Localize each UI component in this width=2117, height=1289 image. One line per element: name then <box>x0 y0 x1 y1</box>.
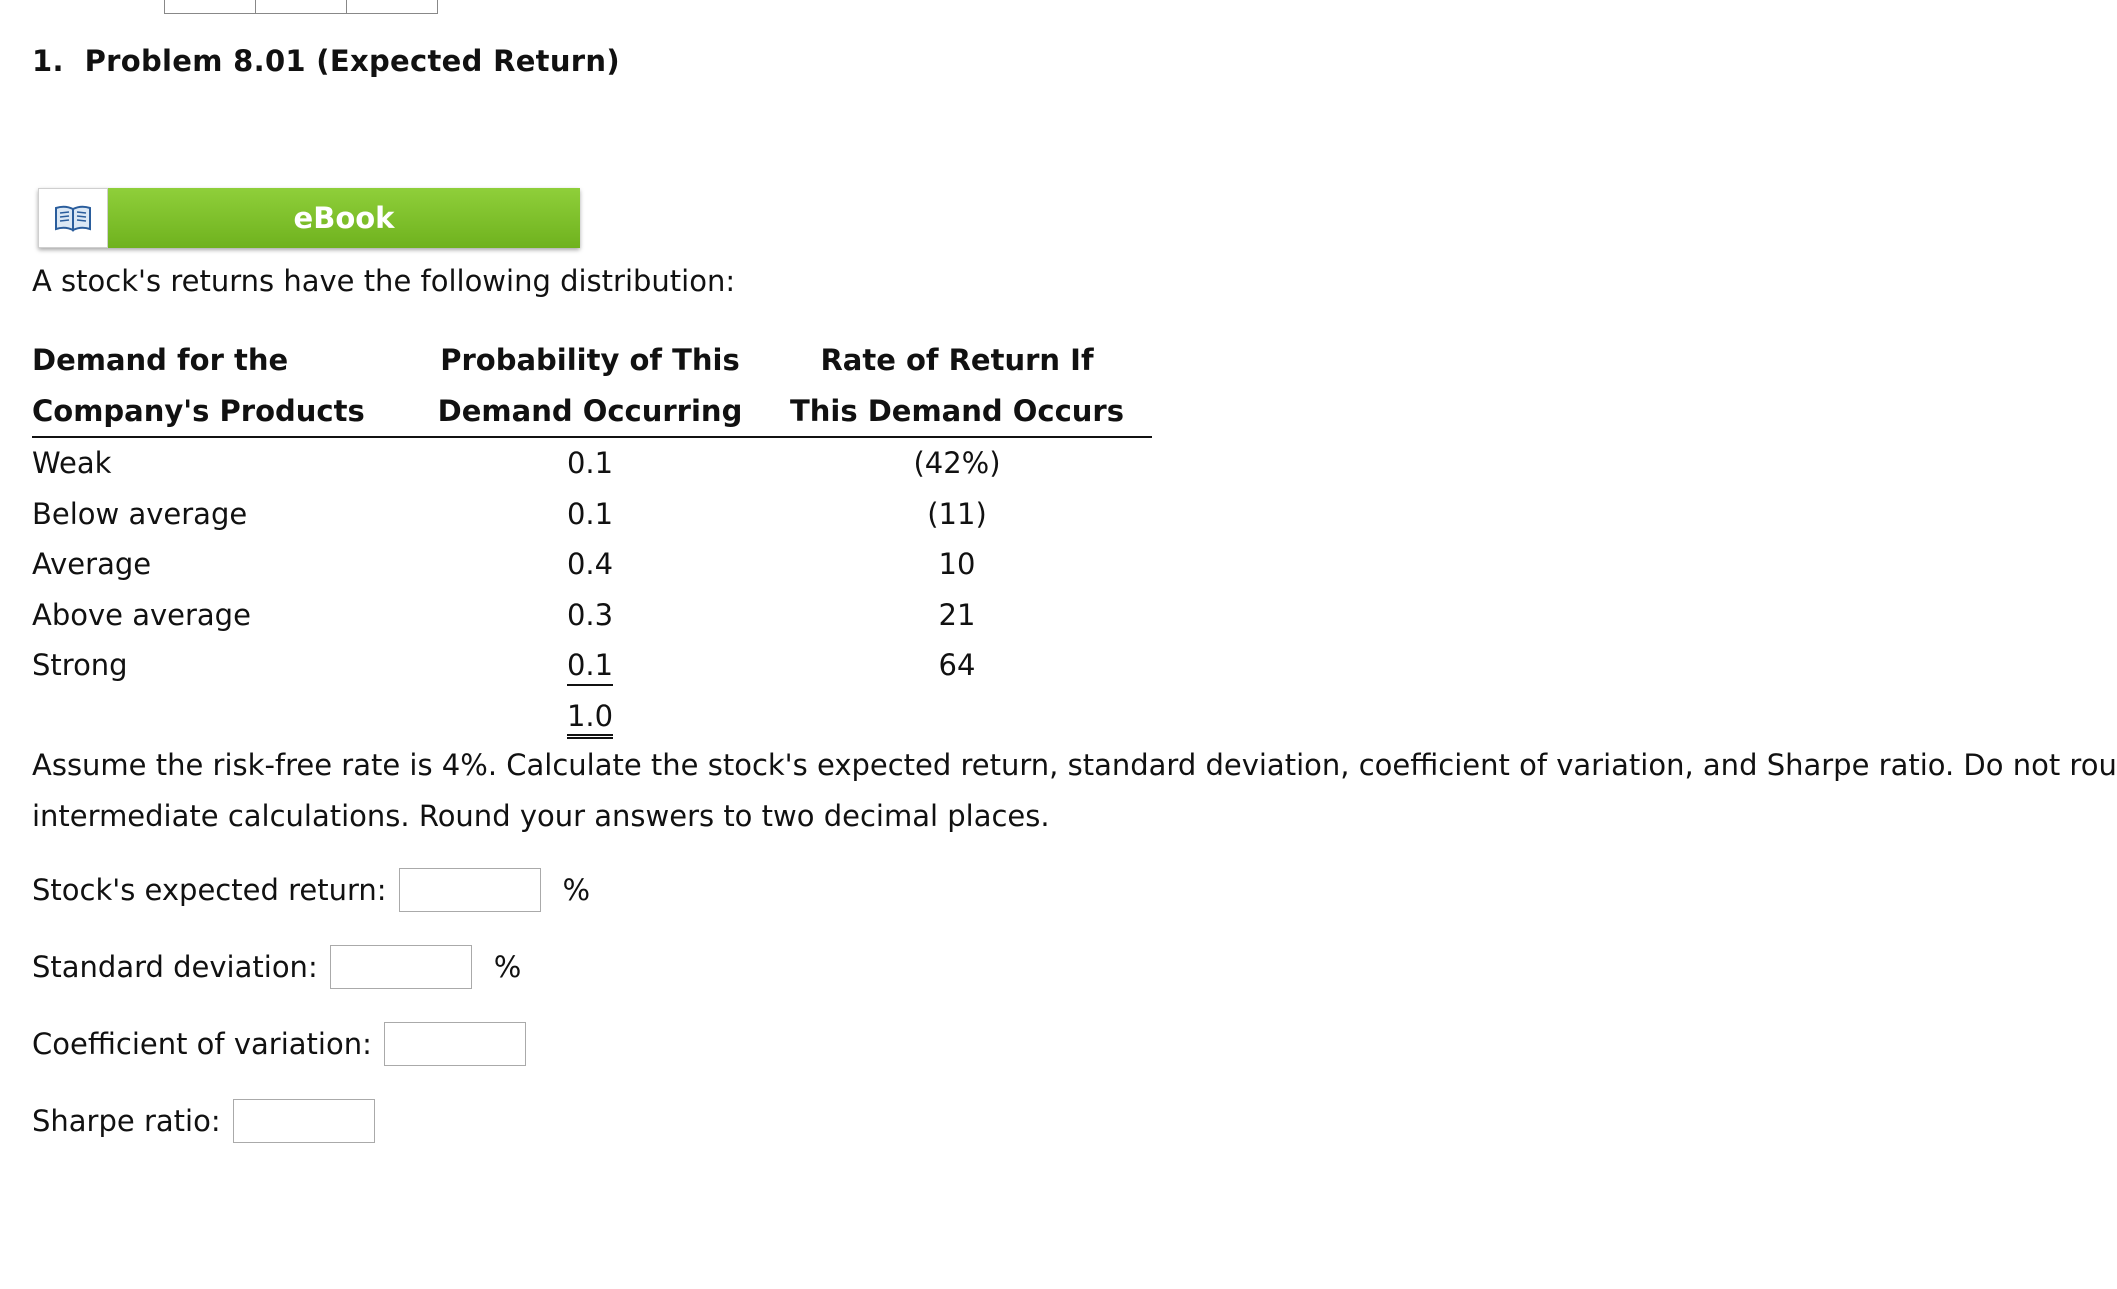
header-probability-line1: Probability of This <box>440 342 740 377</box>
probability-cell: 0.4 <box>566 547 614 582</box>
table-row <box>32 590 1152 641</box>
total-probability: 1.0 <box>567 699 613 739</box>
total-probability-cell <box>418 691 762 742</box>
header-demand-line2: Company's Products <box>32 385 418 437</box>
total-row <box>32 691 1152 742</box>
ebook-label: eBook <box>108 188 580 248</box>
header-return-line1: Rate of Return If <box>820 342 1094 377</box>
table-row <box>32 640 1152 691</box>
std-dev-unit: % <box>493 950 522 984</box>
expected-return-label: Stock's expected return: <box>32 873 387 907</box>
demand-cell: Average <box>32 547 152 582</box>
probability-underlined: 0.1 <box>567 648 613 686</box>
table-row <box>32 489 1152 540</box>
empty-cell <box>762 691 1152 742</box>
top-tab-cell[interactable] <box>255 0 347 14</box>
return-cell: 64 <box>938 648 976 683</box>
demand-cell: Weak <box>32 446 112 481</box>
probability-cell <box>418 640 762 691</box>
coef-var-label: Coefficient of variation: <box>32 1027 372 1061</box>
top-tab-cell[interactable] <box>164 0 256 14</box>
return-cell: 21 <box>938 597 976 632</box>
table-row <box>32 437 1152 489</box>
sharpe-label: Sharpe ratio: <box>32 1104 221 1138</box>
std-dev-input[interactable] <box>330 945 472 989</box>
expected-return-input[interactable] <box>399 868 541 912</box>
coef-var-row <box>32 1022 526 1066</box>
return-cell: (11) <box>927 496 987 531</box>
std-dev-row <box>32 945 521 989</box>
sharpe-input[interactable] <box>233 1099 375 1143</box>
instructions-line2: intermediate calculations. Round your answers to two decimal places. <box>32 799 1050 833</box>
header-demand-line1: Demand for the <box>32 342 289 377</box>
sharpe-row <box>32 1099 375 1143</box>
header-return-line2: This Demand Occurs <box>762 385 1152 437</box>
table-row <box>32 539 1152 590</box>
ebook-button[interactable] <box>38 188 580 248</box>
problem-number: 1. <box>32 44 64 78</box>
intro-text: A stock's returns have the following distribution: <box>32 264 736 298</box>
empty-cell <box>32 691 418 742</box>
expected-return-unit: % <box>562 873 591 907</box>
probability-cell: 0.1 <box>566 496 614 531</box>
problem-title-text: Problem 8.01 (Expected Return) <box>84 44 620 78</box>
demand-cell: Above average <box>32 597 251 632</box>
distribution-table <box>32 334 1152 741</box>
probability-cell: 0.1 <box>566 446 614 481</box>
expected-return-row <box>32 868 590 912</box>
std-dev-label: Standard deviation: <box>32 950 318 984</box>
problem-title <box>32 44 620 78</box>
return-cell: (42%) <box>913 446 1001 481</box>
top-tab-cell[interactable] <box>346 0 438 14</box>
coef-var-input[interactable] <box>384 1022 526 1066</box>
instructions <box>32 740 2117 842</box>
top-tab-strip <box>164 0 437 14</box>
probability-cell: 0.3 <box>566 597 614 632</box>
demand-cell: Below average <box>32 496 248 531</box>
header-probability-line2: Demand Occurring <box>418 385 762 437</box>
demand-cell: Strong <box>32 648 128 683</box>
instructions-line1: Assume the risk-free rate is 4%. Calculate the stock's expected return, standard deviation, coefficient of variation, and Sharpe ratio. Do not rou <box>32 748 2117 782</box>
return-cell: 10 <box>938 547 976 582</box>
book-icon <box>38 188 108 248</box>
